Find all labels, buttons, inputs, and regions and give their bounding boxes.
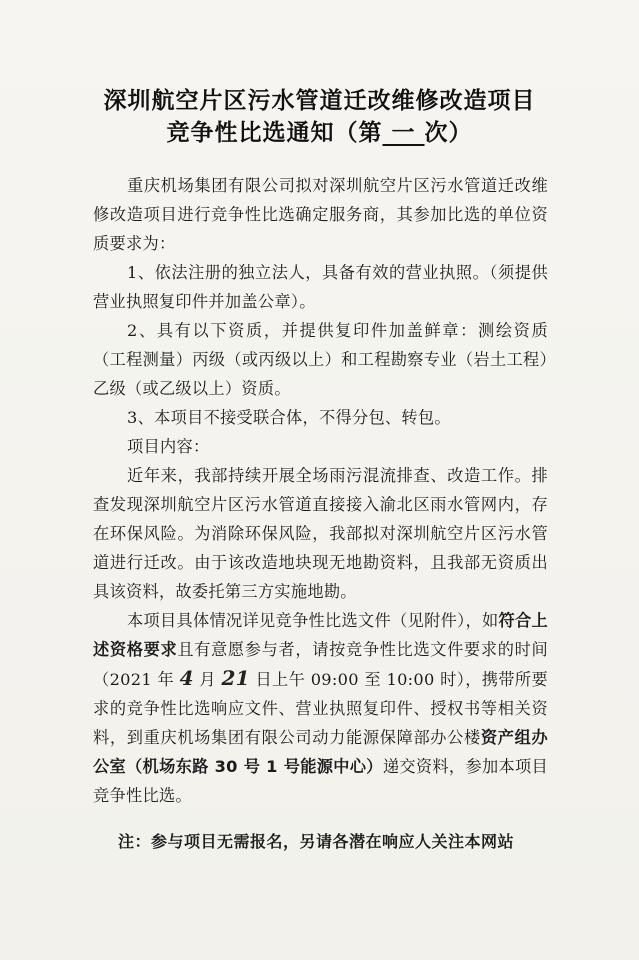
title-round-number: 一	[391, 120, 416, 146]
office-location-emphasis: 资产组办公室（机场东路 30 号 1 号能源中心）	[93, 728, 548, 776]
requirement-1: 1、依法注册的独立法人，具备有效的营业执照。（须提供营业执照复印件并加盖公章）。	[93, 263, 548, 311]
footnote: 注：参与项目无需报名，另请各潜在响应人关注本网站	[118, 832, 515, 851]
qualification-emphasis: 符合上述资格要求	[93, 611, 548, 659]
document-title-line2	[0, 114, 639, 147]
document-title-line1: 深圳航空片区污水管道迁改维修改造项目	[103, 88, 536, 114]
handwritten-month: 4	[179, 666, 194, 690]
title-suffix: 次）	[424, 120, 473, 146]
content-heading: 项目内容：	[127, 437, 210, 456]
submission-paragraph: 本项目具体情况详见竞争性比选文件（见附件），如符合上述资格要求且有意愿参与者，请按竞争性比选文件要求的时间（2021 年 4 月 21 日上午 09:00 至 10:00 时），携带所要求的竞争性比选响应文件、营业执照复印件、授权书等相关资料，到重庆机场集团有限公司动力能源保障部办公楼资产组办公室（机场东路 30 号 1 号能源中心）递交资料，参加本项目竞争性比选。	[93, 611, 549, 805]
requirement-2: 2、具有以下资质，并提供复印件加盖鲜章：测绘资质（工程测量）丙级（或丙级以上）和工程勘察专业（岩土工程）乙级（或乙级以上）资质。	[93, 321, 548, 398]
handwritten-day: 21	[221, 666, 250, 690]
title-prefix: 竞争性比选通知（第	[166, 120, 383, 146]
intro-paragraph: 重庆机场集团有限公司拟对深圳航空片区污水管道迁改维修改造项目进行竞争性比选确定服务商，其参加比选的单位资质要求为：	[93, 176, 548, 253]
content-paragraph: 近年来，我部持续开展全场雨污混流排查、改造工作。排查发现深圳航空片区污水管道直接接入渝北区雨水管网内，存在环保风险。为消除环保风险，我部拟对深圳航空片区污水管道进行迁改。由于该改造地块现无地勘资料，且我部无资质出具该资料，故委托第三方实施地勘。	[93, 466, 548, 601]
requirement-3: 3、本项目不接受联合体，不得分包、转包。	[127, 408, 451, 427]
